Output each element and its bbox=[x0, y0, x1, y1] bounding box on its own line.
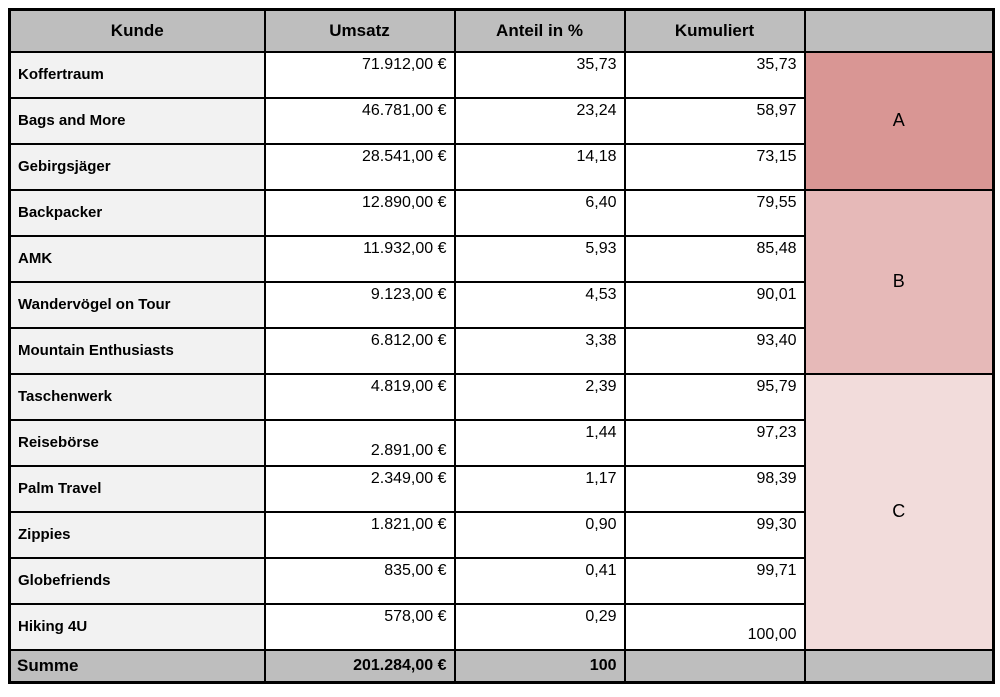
summe-row bbox=[10, 650, 994, 683]
kunde-cell[interactable]: Mountain Enthusiasts bbox=[10, 328, 265, 374]
summe-class-cell[interactable] bbox=[805, 650, 994, 683]
table-row bbox=[10, 190, 994, 236]
kumuliert-cell[interactable]: 90,01 bbox=[625, 282, 805, 328]
column-header-kumuliert[interactable]: Kumuliert bbox=[625, 10, 805, 52]
class-cell-a[interactable]: A bbox=[805, 52, 994, 190]
umsatz-cell[interactable]: 2.349,00 € bbox=[265, 466, 455, 512]
umsatz-cell[interactable]: 9.123,00 € bbox=[265, 282, 455, 328]
umsatz-cell[interactable]: 46.781,00 € bbox=[265, 98, 455, 144]
kumuliert-cell[interactable]: 73,15 bbox=[625, 144, 805, 190]
anteil-cell[interactable]: 4,53 bbox=[455, 282, 625, 328]
anteil-cell[interactable]: 35,73 bbox=[455, 52, 625, 98]
kumuliert-cell[interactable]: 79,55 bbox=[625, 190, 805, 236]
anteil-cell[interactable]: 1,44 bbox=[455, 420, 625, 466]
umsatz-cell[interactable]: 28.541,00 € bbox=[265, 144, 455, 190]
umsatz-cell[interactable]: 578,00 € bbox=[265, 604, 455, 650]
table-row bbox=[10, 374, 994, 420]
umsatz-cell[interactable]: 71.912,00 € bbox=[265, 52, 455, 98]
kumuliert-cell[interactable]: 100,00 bbox=[625, 604, 805, 650]
kunde-cell[interactable]: Koffertraum bbox=[10, 52, 265, 98]
kumuliert-cell[interactable]: 99,71 bbox=[625, 558, 805, 604]
abc-analysis-table bbox=[8, 8, 995, 684]
anteil-cell[interactable]: 6,40 bbox=[455, 190, 625, 236]
umsatz-cell[interactable]: 835,00 € bbox=[265, 558, 455, 604]
umsatz-cell[interactable]: 4.819,00 € bbox=[265, 374, 455, 420]
umsatz-cell[interactable]: 1.821,00 € bbox=[265, 512, 455, 558]
umsatz-cell[interactable]: 11.932,00 € bbox=[265, 236, 455, 282]
anteil-cell[interactable]: 0,41 bbox=[455, 558, 625, 604]
kumuliert-cell[interactable]: 99,30 bbox=[625, 512, 805, 558]
anteil-cell[interactable]: 23,24 bbox=[455, 98, 625, 144]
kumuliert-cell[interactable]: 97,23 bbox=[625, 420, 805, 466]
column-header-anteil[interactable]: Anteil in % bbox=[455, 10, 625, 52]
summe-kumuliert-cell[interactable] bbox=[625, 650, 805, 683]
kumuliert-cell[interactable]: 85,48 bbox=[625, 236, 805, 282]
header-row bbox=[10, 10, 994, 52]
kunde-cell[interactable]: Taschenwerk bbox=[10, 374, 265, 420]
kumuliert-cell[interactable]: 93,40 bbox=[625, 328, 805, 374]
umsatz-cell[interactable]: 2.891,00 € bbox=[265, 420, 455, 466]
kunde-cell[interactable]: Palm Travel bbox=[10, 466, 265, 512]
umsatz-cell[interactable]: 12.890,00 € bbox=[265, 190, 455, 236]
kumuliert-cell[interactable]: 35,73 bbox=[625, 52, 805, 98]
column-header-kunde[interactable]: Kunde bbox=[10, 10, 265, 52]
kunde-cell[interactable]: Gebirgsjäger bbox=[10, 144, 265, 190]
kunde-cell[interactable]: Backpacker bbox=[10, 190, 265, 236]
anteil-cell[interactable]: 0,90 bbox=[455, 512, 625, 558]
umsatz-cell[interactable]: 6.812,00 € bbox=[265, 328, 455, 374]
anteil-cell[interactable]: 3,38 bbox=[455, 328, 625, 374]
kunde-cell[interactable]: Hiking 4U bbox=[10, 604, 265, 650]
column-header-class[interactable] bbox=[805, 10, 994, 52]
anteil-cell[interactable]: 2,39 bbox=[455, 374, 625, 420]
anteil-cell[interactable]: 0,29 bbox=[455, 604, 625, 650]
summe-umsatz-cell[interactable]: 201.284,00 € bbox=[265, 650, 455, 683]
summe-label-cell[interactable]: Summe bbox=[10, 650, 265, 683]
anteil-cell[interactable]: 14,18 bbox=[455, 144, 625, 190]
kumuliert-cell[interactable]: 95,79 bbox=[625, 374, 805, 420]
kunde-cell[interactable]: Reisebörse bbox=[10, 420, 265, 466]
summe-anteil-cell[interactable]: 100 bbox=[455, 650, 625, 683]
table-row bbox=[10, 52, 994, 98]
kunde-cell[interactable]: Wandervögel on Tour bbox=[10, 282, 265, 328]
column-header-umsatz[interactable]: Umsatz bbox=[265, 10, 455, 52]
kumuliert-cell[interactable]: 58,97 bbox=[625, 98, 805, 144]
class-cell-b[interactable]: B bbox=[805, 190, 994, 374]
kunde-cell[interactable]: AMK bbox=[10, 236, 265, 282]
class-cell-c[interactable]: C bbox=[805, 374, 994, 650]
kunde-cell[interactable]: Globefriends bbox=[10, 558, 265, 604]
kumuliert-cell[interactable]: 98,39 bbox=[625, 466, 805, 512]
anteil-cell[interactable]: 5,93 bbox=[455, 236, 625, 282]
anteil-cell[interactable]: 1,17 bbox=[455, 466, 625, 512]
kunde-cell[interactable]: Zippies bbox=[10, 512, 265, 558]
kunde-cell[interactable]: Bags and More bbox=[10, 98, 265, 144]
